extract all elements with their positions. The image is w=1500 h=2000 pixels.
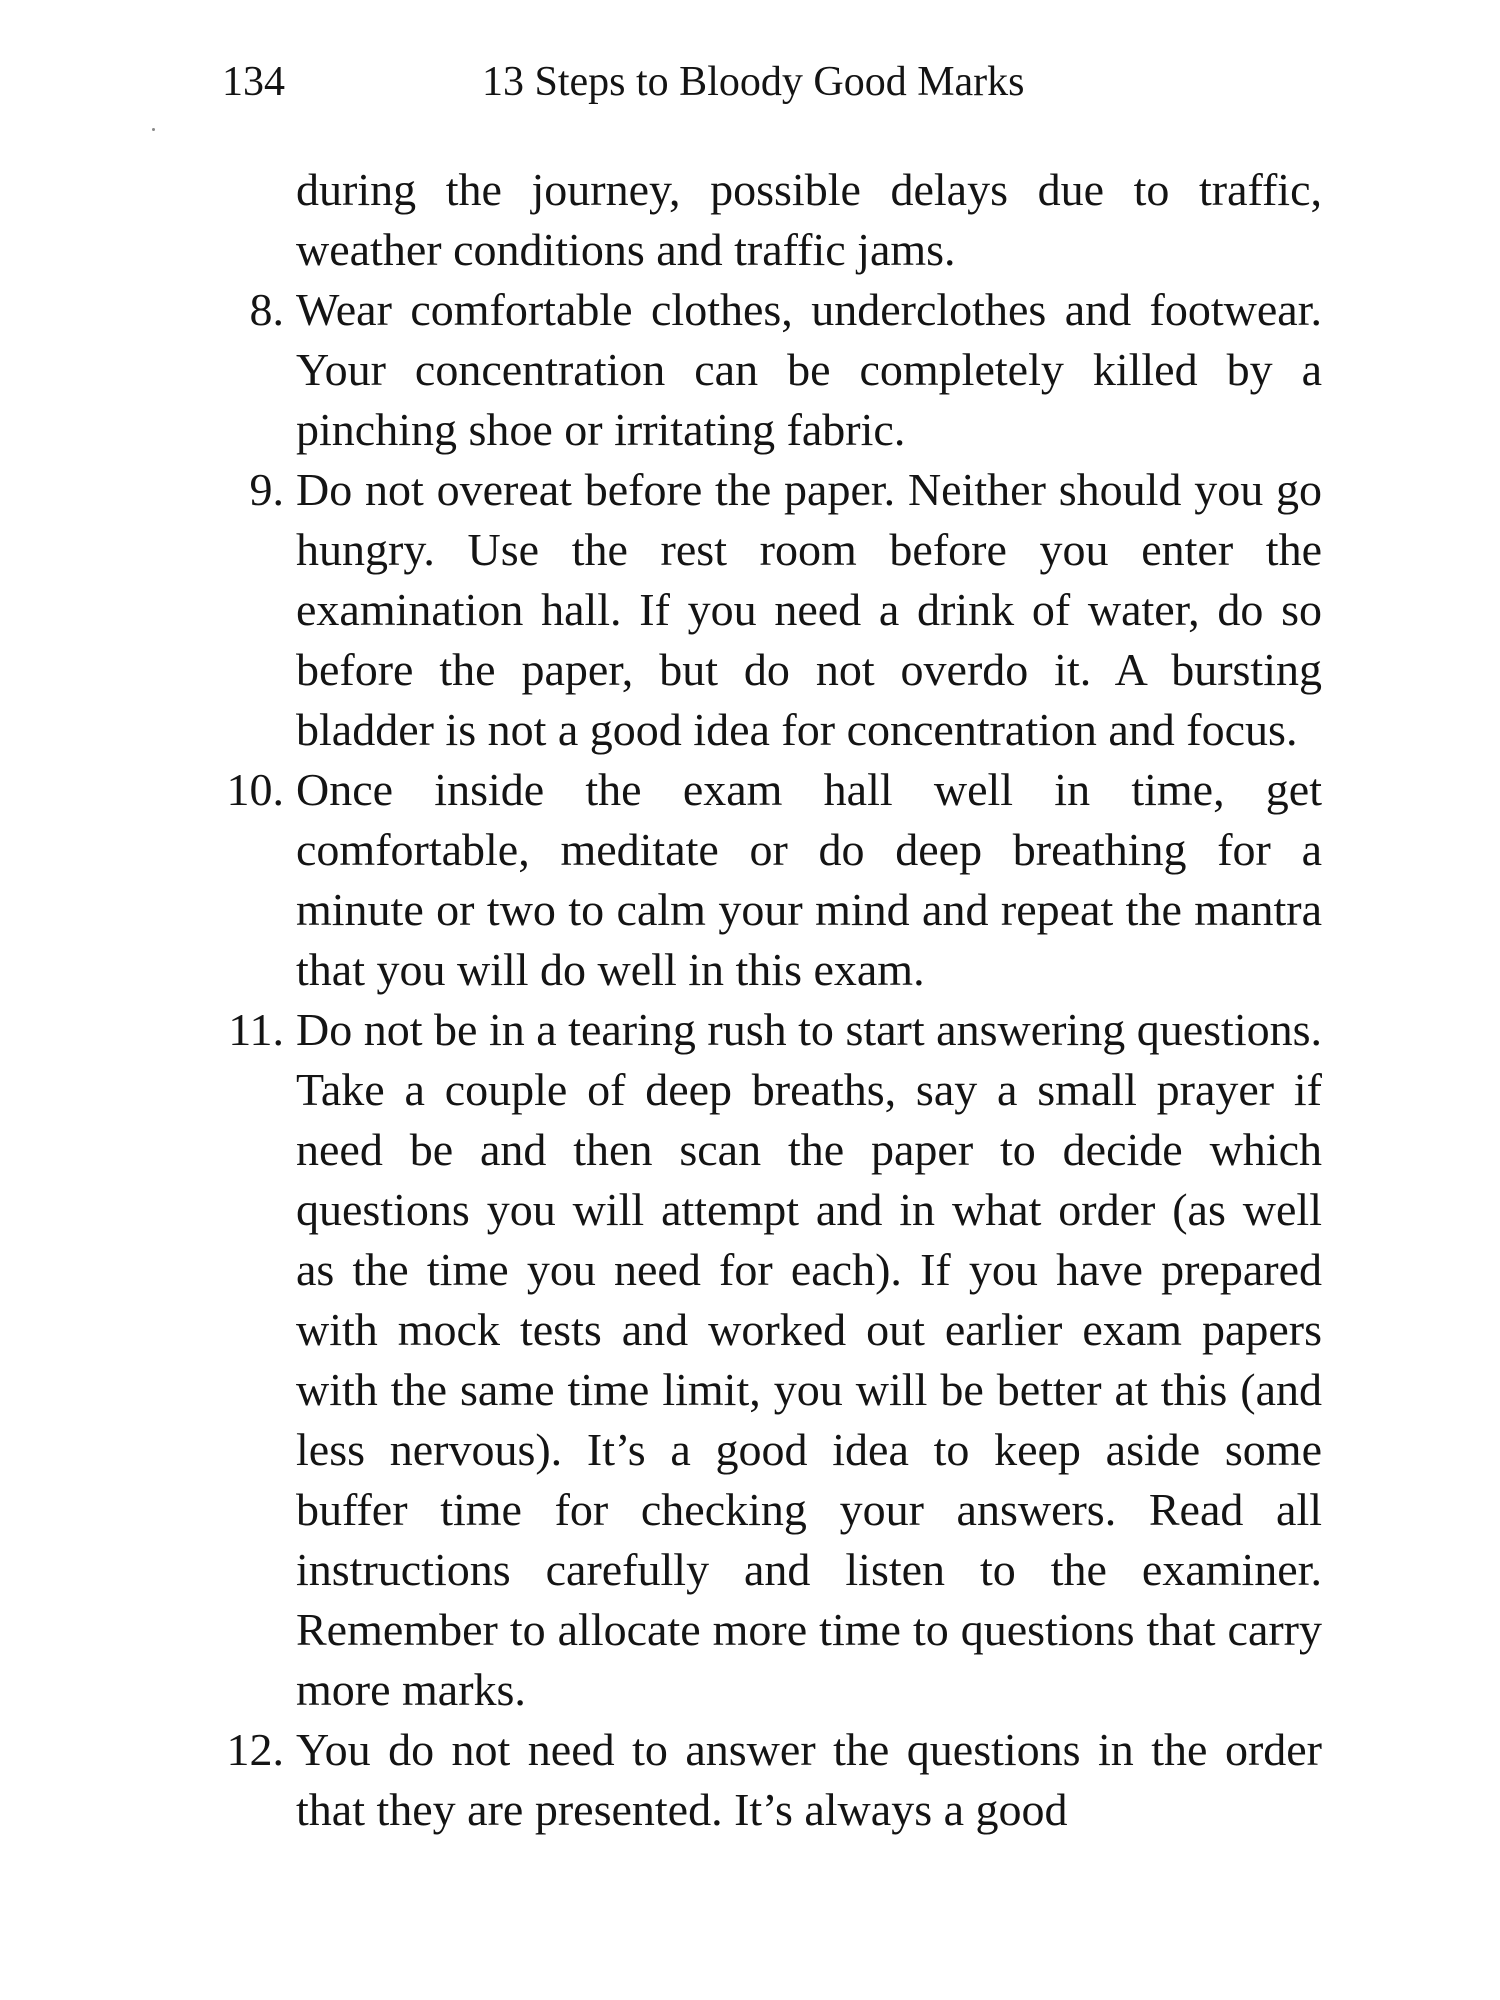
list-item-9 <box>212 460 1322 760</box>
list-item-text: Wear comfortable clothes, underclothes and footwear. Your concentration can be completely killed by a pinching shoe or irritating fabric. <box>296 284 1322 455</box>
book-title: 13 Steps to Bloody Good Marks <box>482 59 1025 105</box>
list-item-text: Once inside the exam hall well in time, get comfortable, meditate or do deep breathing for a minute or two to calm your mind and repeat the mantra that you will do well in this exam. <box>296 764 1322 995</box>
list-item-number: 9. <box>249 464 284 515</box>
scan-speck <box>152 128 155 131</box>
body-text <box>212 160 1322 1840</box>
running-head <box>222 52 1322 112</box>
list-item-text: You do not need to answer the questions in the order that they are presented. It’s always a good <box>296 1724 1322 1835</box>
list-item-number: 12. <box>226 1724 284 1775</box>
list-item-10 <box>212 760 1322 1000</box>
list-item-number: 11. <box>228 1004 284 1055</box>
list-item-text: Do not be in a tearing rush to start answering questions. Take a couple of deep breaths, say a small prayer if need be and then scan the paper to decide which questions you will attempt and in what order (as well as the time you need for each). If you have prepared with mock tests and worked out earlier exam papers with the same time limit, you will be better at this (and less nervous). It’s a good idea to keep aside some buffer time for checking your answers. Read all instructions carefully and listen to the examiner. Remember to allocate more time to questions that carry more marks. <box>296 1004 1322 1715</box>
list-item-text: Do not overeat before the paper. Neither should you go hungry. Use the rest room before you enter the examination hall. If you need a drink of water, do so before the paper, but do not overdo it. A bursting bladder is not a good idea for concentration and focus. <box>296 464 1322 755</box>
list-item-number: 8. <box>249 284 284 335</box>
list-item-number: 10. <box>226 764 284 815</box>
list-item-11 <box>212 1000 1322 1720</box>
page-number: 134 <box>222 59 285 105</box>
continuation-paragraph: during the journey, possible delays due to traffic, weather conditions and traffic jams. <box>296 164 1322 275</box>
list-item-8 <box>212 280 1322 460</box>
list-item-12 <box>212 1720 1322 1840</box>
